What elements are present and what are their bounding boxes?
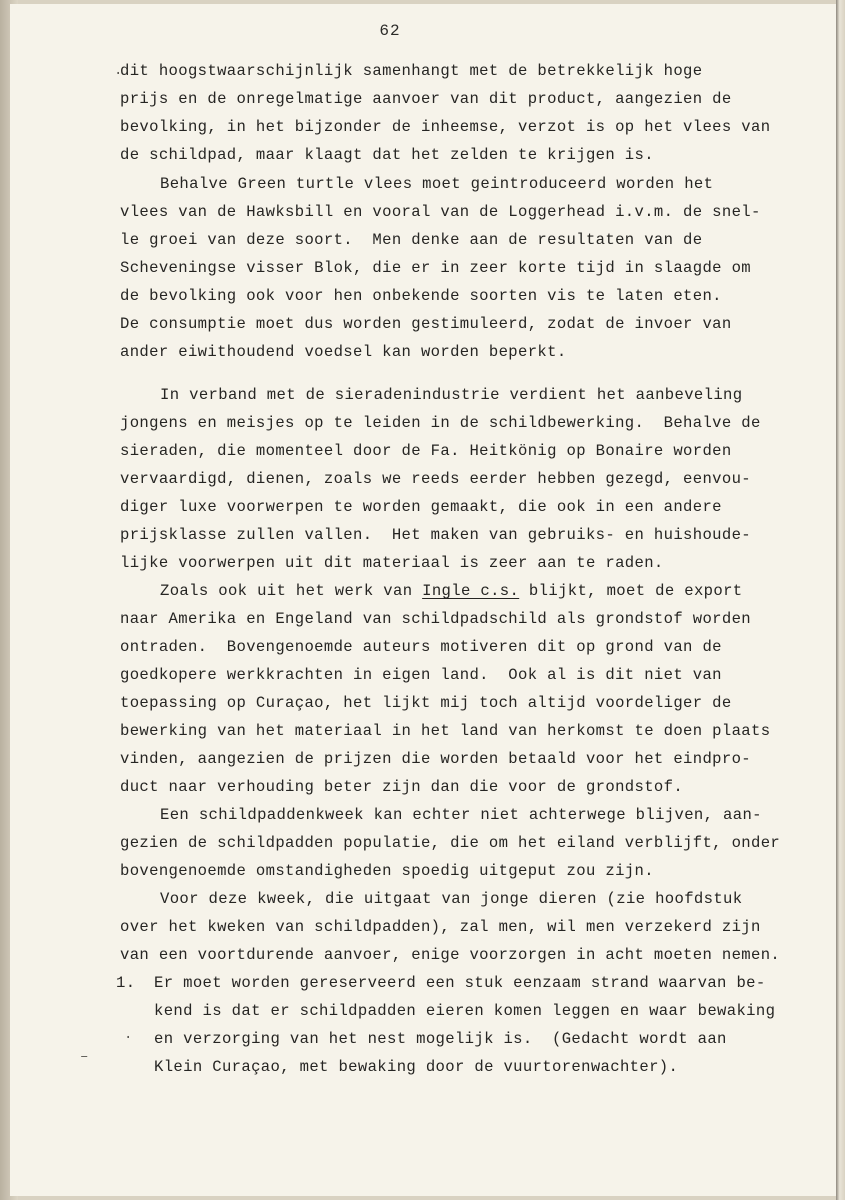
list-item-1-line-4: Klein Curaçao, met bewaking door de vuurtorenwachter). (154, 1058, 679, 1076)
list-item-1-line-3: en verzorging van het nest mogelijk is. (Gedacht wordt aan (154, 1030, 727, 1048)
text-line-30: Voor deze kweek, die uitgaat van jonge dieren (zie hoofdstuk (160, 890, 743, 908)
text-line-27: Een schildpaddenkweek kan echter niet achterwege blijven, aan- (160, 806, 762, 824)
text-line-14: sieraden, die momenteel door de Fa. Heitkönig op Bonaire worden (120, 442, 732, 460)
text-line-4: de schildpad, maar klaagt dat het zelden te krijgen is. (120, 146, 654, 164)
text-line-25: vinden, aangezien de prijzen die worden betaald voor het eindpro- (120, 750, 752, 768)
text-line-12: In verband met de sieradenindustrie verdient het aanbeveling (160, 386, 743, 404)
list-number-1: 1. (116, 974, 136, 992)
text-line-16: diger luxe voorwerpen te worden gemaakt, die ook in een andere (120, 498, 722, 516)
text-line-20: naar Amerika en Engeland van schildpadschild als grondstof worden (120, 610, 752, 628)
page-edge-strip (836, 0, 845, 1200)
text-line-21: ontraden. Bovengenoemde auteurs motiveren dit op grond van de (120, 638, 722, 656)
text-line-13: jongens en meisjes op te leiden in de schildbewerking. Behalve de (120, 414, 761, 432)
text-line-19-end: blijkt, moet de export (519, 582, 743, 600)
text-line-26: duct naar verhouding beter zijn dan die voor de grondstof. (120, 778, 684, 796)
list-item-1-line-2: kend is dat er schildpadden eieren komen leggen en waar bewaking (154, 1002, 776, 1020)
text-line-29: bovengenoemde omstandigheden spoedig uitgeput zou zijn. (120, 862, 654, 880)
text-line-23: toepassing op Curaçao, het lijkt mij toch altijd voordeliger de (120, 694, 732, 712)
text-line-1: dit hoogstwaarschijnlijk samenhangt met de betrekkelijk hoge (120, 62, 703, 80)
citation-ingle: Ingle c.s. (422, 582, 520, 600)
text-line-3: bevolking, in het bijzonder de inheemse, verzot is op het vlees van (120, 118, 771, 136)
text-line-18: lijke voorwerpen uit dit materiaal is zeer aan te raden. (120, 554, 664, 572)
text-line-2: prijs en de onregelmatige aanvoer van dit product, aangezien de (120, 90, 732, 108)
text-line-6: vlees van de Hawksbill en vooral van de Loggerhead i.v.m. de snel- (120, 203, 761, 221)
page-number: 62 (379, 22, 401, 40)
text-line-5: Behalve Green turtle vlees moet geintroduceerd worden het (160, 175, 714, 193)
text-line-28: gezien de schildpadden populatie, die om het eiland verblijft, onder (120, 834, 781, 852)
text-line-15: vervaardigd, dienen, zoals we reeds eerder hebben gezegd, eenvou- (120, 470, 752, 488)
text-line-11: ander eiwithoudend voedsel kan worden beperkt. (120, 343, 567, 361)
list-item-1-line-1: Er moet worden gereserveerd een stuk eenzaam strand waarvan be- (154, 974, 766, 992)
text-line-19 (160, 582, 742, 600)
text-line-19-start: Zoals ook uit het werk van (160, 582, 423, 600)
margin-dot-mark: · (124, 1030, 133, 1046)
text-line-31: over het kweken van schildpadden), zal men, wil men verzekerd zijn (120, 918, 761, 936)
margin-dot-mark: · (114, 66, 123, 82)
text-line-24: bewerking van het materiaal in het land van herkomst te doen plaats (120, 722, 771, 740)
text-line-22: goedkopere werkkrachten in eigen land. Ook al is dit niet van (120, 666, 722, 684)
text-line-32: van een voortdurende aanvoer, enige voorzorgen in acht moeten nemen. (120, 946, 781, 964)
text-line-7: le groei van deze soort. Men denke aan de resultaten van de (120, 231, 703, 249)
text-line-9: de bevolking ook voor hen onbekende soorten vis te laten eten. (120, 287, 722, 305)
text-line-17: prijsklasse zullen vallen. Het maken van gebruiks- en huishoude- (120, 526, 752, 544)
margin-dash-mark: – (80, 1049, 89, 1065)
document-page (10, 4, 838, 1196)
text-line-8: Scheveningse visser Blok, die er in zeer korte tijd in slaagde om (120, 259, 752, 277)
text-line-10: De consumptie moet dus worden gestimuleerd, zodat de invoer van (120, 315, 732, 333)
